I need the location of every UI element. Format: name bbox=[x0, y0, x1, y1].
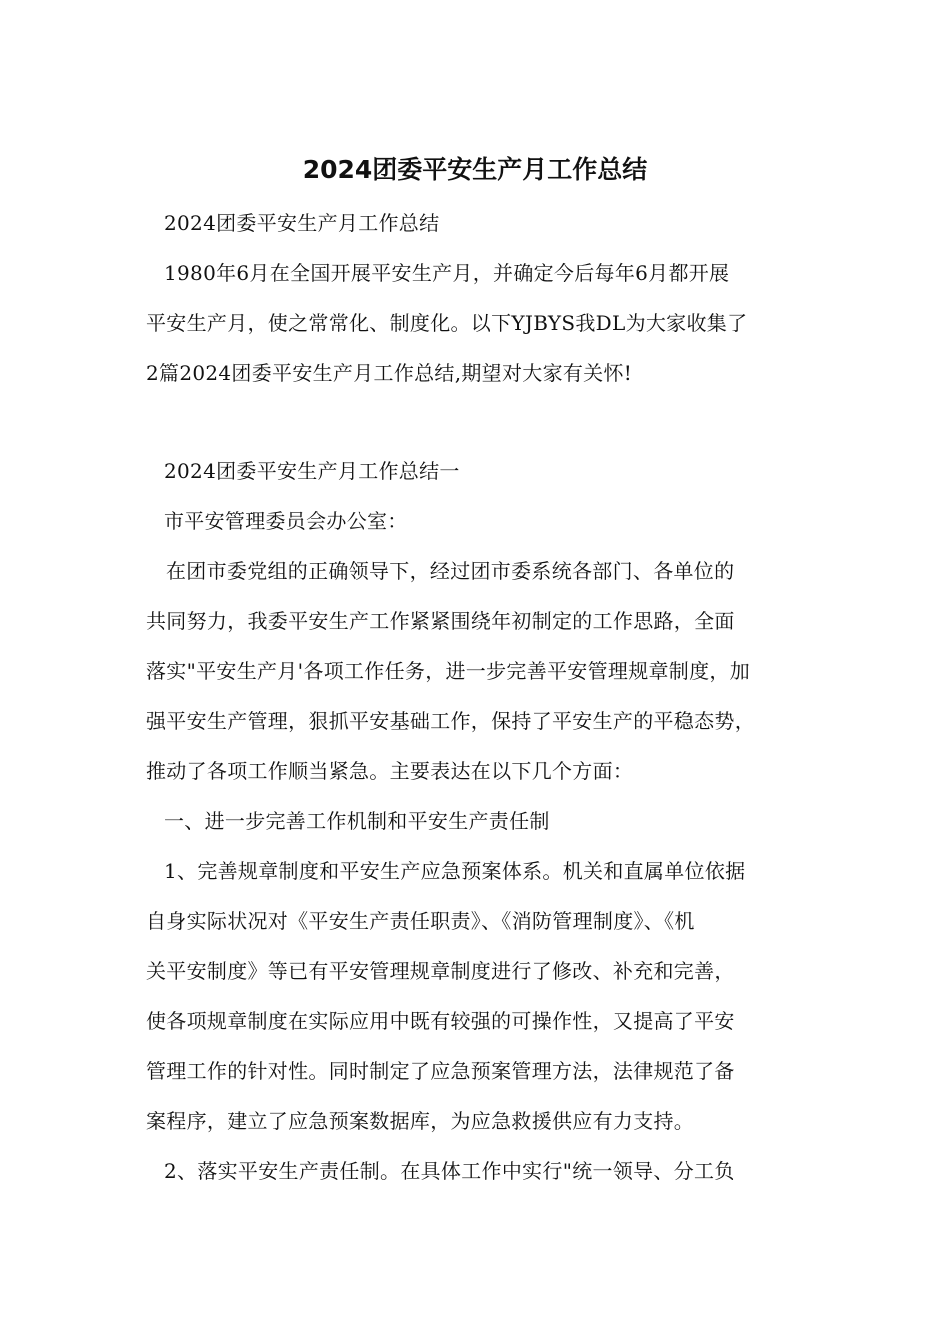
item-one-paragraph bbox=[146, 846, 826, 1146]
item-two-paragraph bbox=[146, 1146, 826, 1196]
body-paragraph bbox=[146, 546, 826, 796]
item-one-line: 关平安制度》等已有平安管理规章制度进行了修改、补充和完善， bbox=[146, 959, 735, 983]
intro-paragraph bbox=[146, 248, 826, 398]
document-title: 2024团委平安生产月工作总结 bbox=[302, 155, 648, 184]
body-line: 强平安生产管理，狠抓平安基础工作，保持了平安生产的平稳态势， bbox=[146, 709, 755, 733]
section-heading: 2024团委平安生产月工作总结一 bbox=[164, 459, 460, 483]
item-one-line: 案程序，建立了应急预案数据库，为应急救援供应有力支持。 bbox=[146, 1109, 695, 1133]
body-line: 落实"平安生产月'各项工作任务，进一步完善平安管理规章制度，加 bbox=[146, 659, 750, 683]
body-line: 在团市委党组的正确领导下，经过团市委系统各部门、各单位的 bbox=[166, 559, 735, 583]
item-one-line: 自身实际状况对《平安生产责任职责》、《消防管理制度》、《机 bbox=[146, 909, 695, 933]
item-two-line: 2、落实平安生产责任制。在具体工作中实行"统一领导、分工负 bbox=[164, 1159, 735, 1183]
document-subtitle: 2024团委平安生产月工作总结 bbox=[164, 211, 440, 235]
heading-one: 一、进一步完善工作机制和平安生产责任制 bbox=[164, 809, 550, 833]
body-line: 推动了各项工作顺当紧急。主要表达在以下几个方面： bbox=[146, 759, 634, 783]
intro-line: 1980年6月在全国开展平安生产月，并确定今后每年6月都开展 bbox=[164, 261, 730, 285]
intro-line: 平安生产月，使之常常化、制度化。以下YJBYS我DL为大家收集了 bbox=[146, 311, 748, 335]
item-one-line: 1、完善规章制度和平安生产应急预案体系。机关和直属单位依据 bbox=[164, 859, 746, 883]
item-one-line: 管理工作的针对性。同时制定了应急预案管理方法，法律规范了备 bbox=[146, 1059, 735, 1083]
item-one-line: 使各项规章制度在实际应用中既有较强的可操作性，又提高了平安 bbox=[146, 1009, 735, 1033]
body-line: 共同努力，我委平安生产工作紧紧围绕年初制定的工作思路，全面 bbox=[146, 609, 735, 633]
addressee: 市平安管理委员会办公室： bbox=[164, 509, 408, 533]
intro-line: 2篇2024团委平安生产月工作总结,期望对大家有关怀! bbox=[146, 361, 633, 385]
